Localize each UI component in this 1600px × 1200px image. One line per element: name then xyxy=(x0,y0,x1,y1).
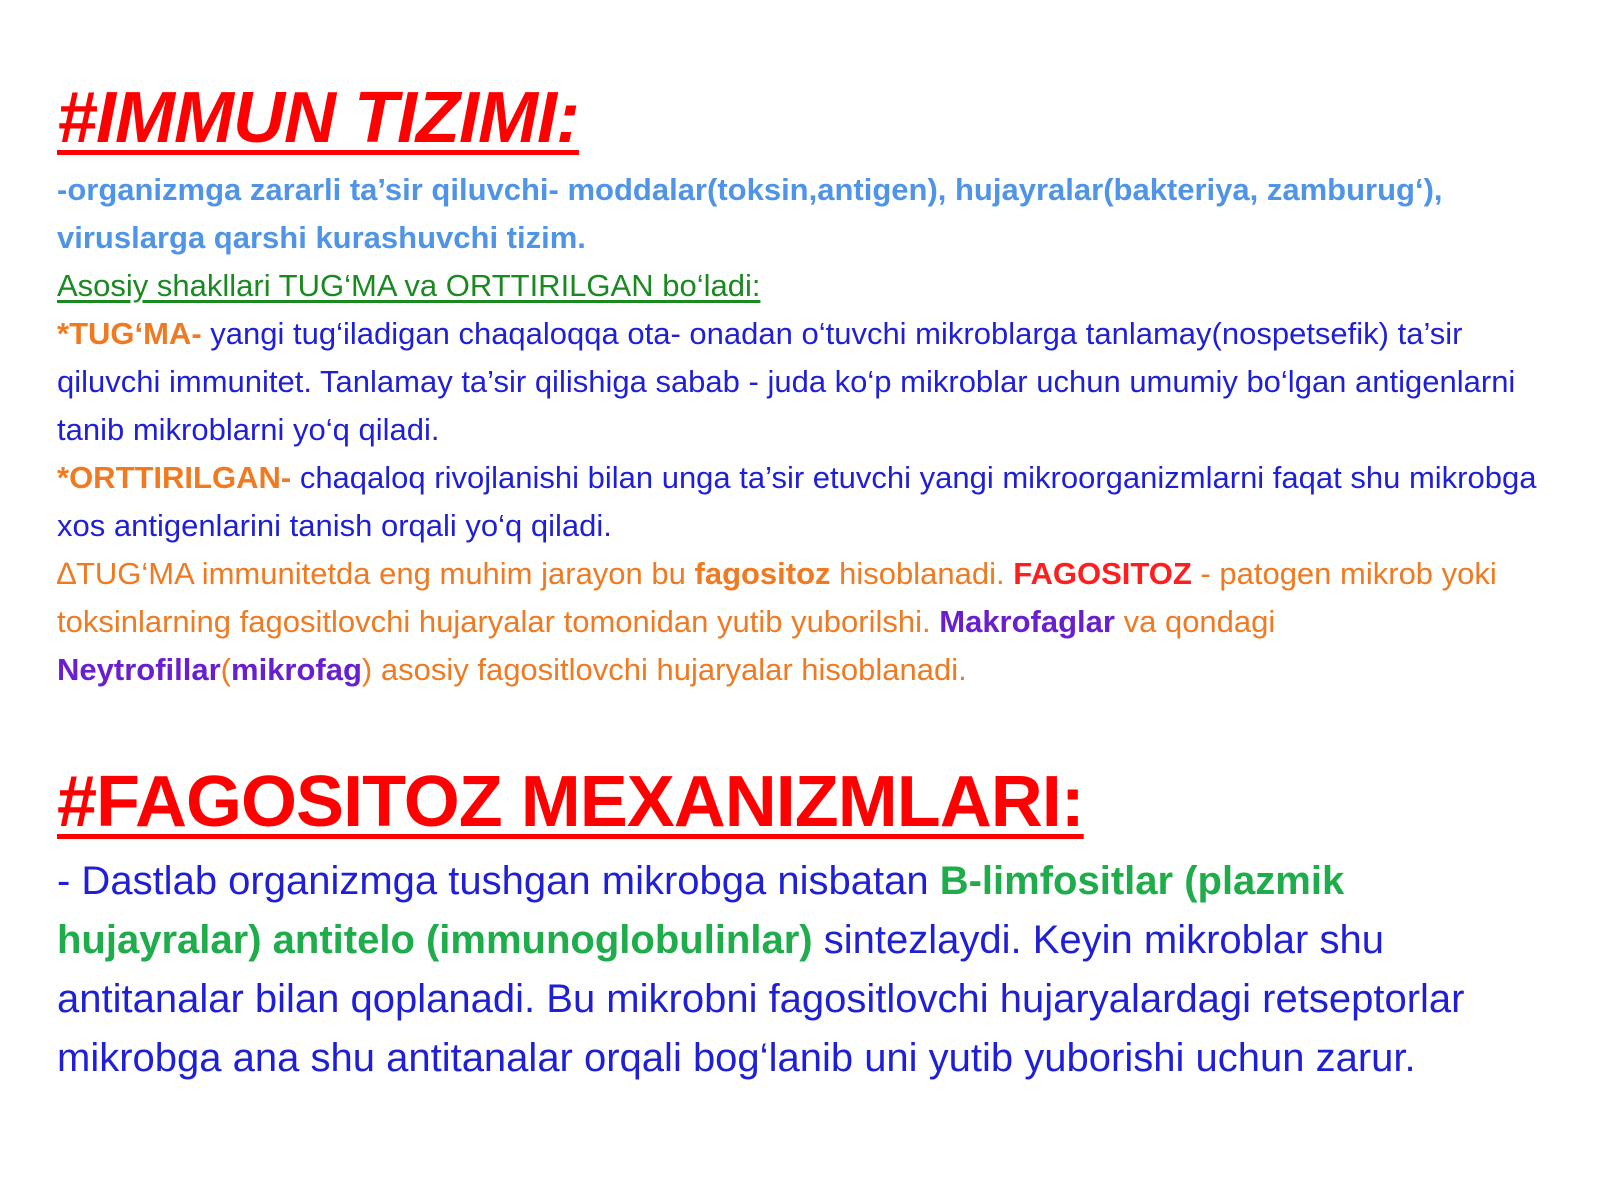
heading-phagocytosis-mechanisms: #FAGOSITOZ MEXANIZMLARI: xyxy=(57,762,1084,842)
phago-text-2: hisoblanadi. xyxy=(830,556,1014,591)
intro-paragraph: -organizmga zararli ta’sir qiluvchi- moddalar(toksin,antigen), hujayralar(bakteriya, zamburug‘), viruslarga qarshi kurashuvchi tizim. xyxy=(57,172,1443,255)
acquired-paragraph xyxy=(57,454,1547,550)
heading-immune-system: #IMMUN TIZIMI: xyxy=(57,78,579,158)
phago-text-6: ) asosiy fagositlovchi hujaryalar hisoblanadi. xyxy=(361,652,967,687)
phago-term-fagositoz-caps: FAGOSITOZ xyxy=(1013,556,1192,591)
phago-text-4: va qondagi xyxy=(1114,604,1276,639)
mechanism-text-1: - Dastlab organizmga tushgan mikrobga nisbatan xyxy=(57,859,940,903)
innate-paragraph xyxy=(57,310,1547,454)
phago-term-makrofaglar: Makrofaglar xyxy=(939,604,1115,639)
forms-line: Asosiy shakllari TUG‘MA va ORTTIRILGAN bo‘ladi: xyxy=(57,268,761,303)
phago-text-1: ∆TUG‘MA immunitetda eng muhim jarayon bu xyxy=(57,556,695,591)
slide-content xyxy=(57,70,1547,1088)
innate-text: yangi tug‘iladigan chaqaloqqa ota- onadan o‘tuvchi mikroblarga tanlamay(nospetsefik) ta’sir qiluvchi immunitet. Tanlamay ta’sir qilishiga sabab - juda ko‘p mikroblar uchun umumiy bo‘lgan antigenlarni tanib mikroblarni yo‘q qiladi. xyxy=(57,316,1516,447)
phago-text-5: ( xyxy=(220,652,231,687)
phago-text-3: - patogen mikrob yoki toksinlarning fagositlovchi hujaryalar tomonidan yutib yuborilshi. xyxy=(57,556,1497,639)
acquired-text: chaqaloq rivojlanishi bilan unga ta’sir etuvchi yangi mikroorganizmlarni faqat shu mikrobga xos antigenlarini tanish orqali yo‘q qiladi. xyxy=(57,460,1537,543)
mechanism-paragraph xyxy=(57,852,1547,1088)
phago-term-neytrofillar: Neytrofillar xyxy=(57,652,221,687)
mechanism-term-b-limfositlar: B-limfositlar (plazmik hujayralar) antitelo (immunoglobulinlar) xyxy=(57,859,1345,962)
phago-term-fagositoz: fagositoz xyxy=(694,556,831,591)
phago-term-mikrofag: mikrofag xyxy=(231,652,362,687)
mechanism-text-2: sintezlaydi. Keyin mikroblar shu antitanalar bilan qoplanadi. Bu mikrobni fagositlovchi hujaryalardagi retseptorlar mikrobga ana shu antitanalar orqali bog‘lanib uni yutib yuborishi uchun zarur. xyxy=(57,918,1465,1080)
phagocytosis-paragraph xyxy=(57,550,1547,694)
innate-term: *TUG‘MA- xyxy=(57,316,202,351)
acquired-term: *ORTTIRILGAN- xyxy=(57,460,292,495)
